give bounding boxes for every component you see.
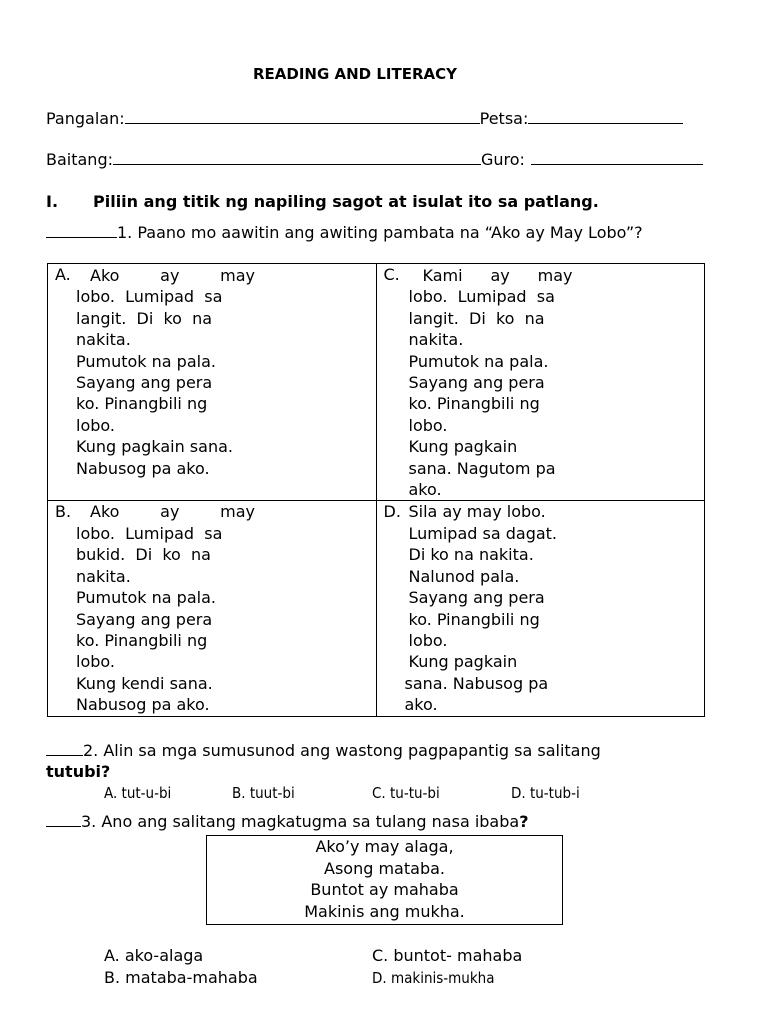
poem-line: Buntot ay mahaba — [310, 880, 459, 900]
option-d-line: sana. Nabusog pa — [404, 673, 549, 693]
option-d-line: Lumipad sa dagat. — [408, 523, 558, 543]
grade-label: Baitang: — [46, 150, 113, 169]
date-field[interactable] — [528, 108, 683, 124]
q2-choice-a[interactable]: A. tut-u-bi — [104, 784, 172, 802]
option-c-letter: C. — [383, 265, 400, 284]
option-c-cell — [376, 264, 705, 501]
option-a-letter: A. — [55, 265, 71, 284]
option-b-line: Pumutok na pala. — [76, 588, 216, 608]
option-d-line: Sayang ang pera — [408, 588, 545, 608]
teacher-field[interactable] — [531, 149, 703, 165]
question-2-word-line — [46, 762, 110, 781]
grade-field[interactable] — [113, 149, 481, 165]
option-d-letter: D. — [383, 502, 401, 522]
option-c-line: Kung pagkain — [408, 437, 518, 457]
option-c-line: lobo. Lumipad sa — [408, 287, 555, 307]
option-a-line: nakita. — [76, 330, 131, 350]
option-a-line: Pumutok na pala. — [76, 351, 216, 371]
q2-choice-c[interactable]: C. tu-tu-bi — [372, 784, 440, 802]
option-b-line: lobo. Lumipad sa — [76, 523, 223, 543]
poem-line: Makinis ang mukha. — [304, 901, 465, 921]
question-1 — [46, 223, 643, 242]
question-3-qmark: ? — [519, 812, 529, 831]
section-number: I. — [46, 192, 59, 211]
worksheet-title: READING AND LITERACY — [252, 65, 457, 83]
option-c-line: lobo. — [408, 415, 448, 435]
name-field-row — [46, 108, 683, 128]
option-d-line: Sila ay may lobo. — [408, 502, 546, 522]
option-c-line: sana. Nagutom pa — [408, 458, 556, 478]
option-a-first-line: Ako ay may — [90, 266, 255, 285]
option-b-line: Sayang ang pera — [76, 609, 213, 629]
option-b-first-line: Ako ay may — [90, 502, 255, 522]
option-d-line: Kung pagkain — [408, 652, 518, 672]
question-2-qmark: ? — [101, 762, 111, 781]
name-field[interactable] — [125, 108, 480, 124]
option-a-line: Nabusog pa ako. — [76, 458, 210, 478]
question-2-number: 2. — [83, 741, 99, 760]
option-a-line: lobo. Lumipad sa — [76, 287, 223, 307]
q3-choice-b[interactable]: B. mataba-mahaba — [104, 968, 258, 987]
option-a-line: langit. Di ko na — [76, 308, 213, 328]
name-label: Pangalan: — [46, 109, 125, 128]
answer-blank-2[interactable] — [46, 741, 83, 756]
option-d-line: ko. Pinangbili ng — [408, 609, 540, 629]
option-d-line: Di ko na nakita. — [408, 545, 534, 565]
option-c-line: ako. — [408, 480, 442, 500]
q2-choice-d[interactable]: D. tu-tub-i — [511, 784, 580, 802]
option-b-line: lobo. — [76, 652, 115, 672]
q3-choice-c[interactable]: C. buntot- mahaba — [372, 946, 523, 965]
question-1-text: Paano mo aawitin ang awiting pambata na “Ako ay May Lobo”? — [137, 223, 643, 242]
poem-box — [206, 835, 563, 925]
option-c-line: Pumutok na pala. — [408, 351, 549, 371]
question-2 — [46, 741, 601, 760]
section-instruction: Piliin ang titik ng napiling sagot at isulat ito sa patlang. — [93, 192, 599, 211]
option-d-line: Nalunod pala. — [408, 566, 520, 586]
option-b-line: Nabusog pa ako. — [76, 695, 210, 715]
options-table — [47, 263, 705, 717]
q2-choice-b[interactable]: B. tuut-bi — [232, 784, 295, 802]
option-d-line: ako. — [404, 695, 438, 715]
option-c-line: nakita. — [408, 330, 464, 350]
grade-field-row — [46, 149, 703, 169]
option-d-line: lobo. — [408, 630, 448, 650]
teacher-label: Guro: — [481, 150, 525, 169]
question-3 — [46, 812, 528, 831]
option-a-line: ko. Pinangbili ng — [76, 394, 208, 414]
poem-line: Asong mataba. — [324, 858, 445, 878]
option-b-line: Kung kendi sana. — [76, 673, 213, 693]
q3-choice-d[interactable]: D. makinis-mukha — [372, 969, 495, 987]
option-c-line: Sayang ang pera — [408, 373, 545, 393]
answer-blank-3[interactable] — [46, 812, 81, 827]
option-c-line: langit. Di ko na — [408, 308, 545, 328]
option-a-cell — [48, 264, 377, 501]
option-b-line: ko. Pinangbili ng — [76, 630, 208, 650]
option-b-letter: B. — [55, 502, 72, 522]
option-c-first-line: Kami ay may — [422, 266, 573, 285]
option-b-line: nakita. — [76, 566, 131, 586]
date-label: Petsa: — [479, 109, 529, 128]
option-c-line: ko. Pinangbili ng — [408, 394, 540, 414]
q3-choice-a[interactable]: A. ako-alaga — [104, 946, 204, 965]
answer-blank-1[interactable] — [46, 223, 117, 238]
question-3-number: 3. — [81, 812, 97, 831]
option-b-line: bukid. Di ko na — [76, 545, 211, 565]
question-3-text: Ano ang salitang magkatugma sa tulang nasa ibaba — [101, 812, 520, 831]
option-a-line: Sayang ang pera — [76, 373, 213, 393]
question-2-text: Alin sa mga sumusunod ang wastong pagpapantig sa salitang — [103, 741, 601, 760]
question-1-number: 1. — [117, 223, 133, 242]
option-a-line: lobo. — [76, 415, 115, 435]
option-d-cell — [376, 501, 705, 716]
option-a-line: Kung pagkain sana. — [76, 437, 233, 457]
option-b-cell — [48, 501, 377, 716]
poem-line: Ako’y may alaga, — [315, 837, 454, 856]
question-2-word: tutubi — [46, 762, 102, 781]
